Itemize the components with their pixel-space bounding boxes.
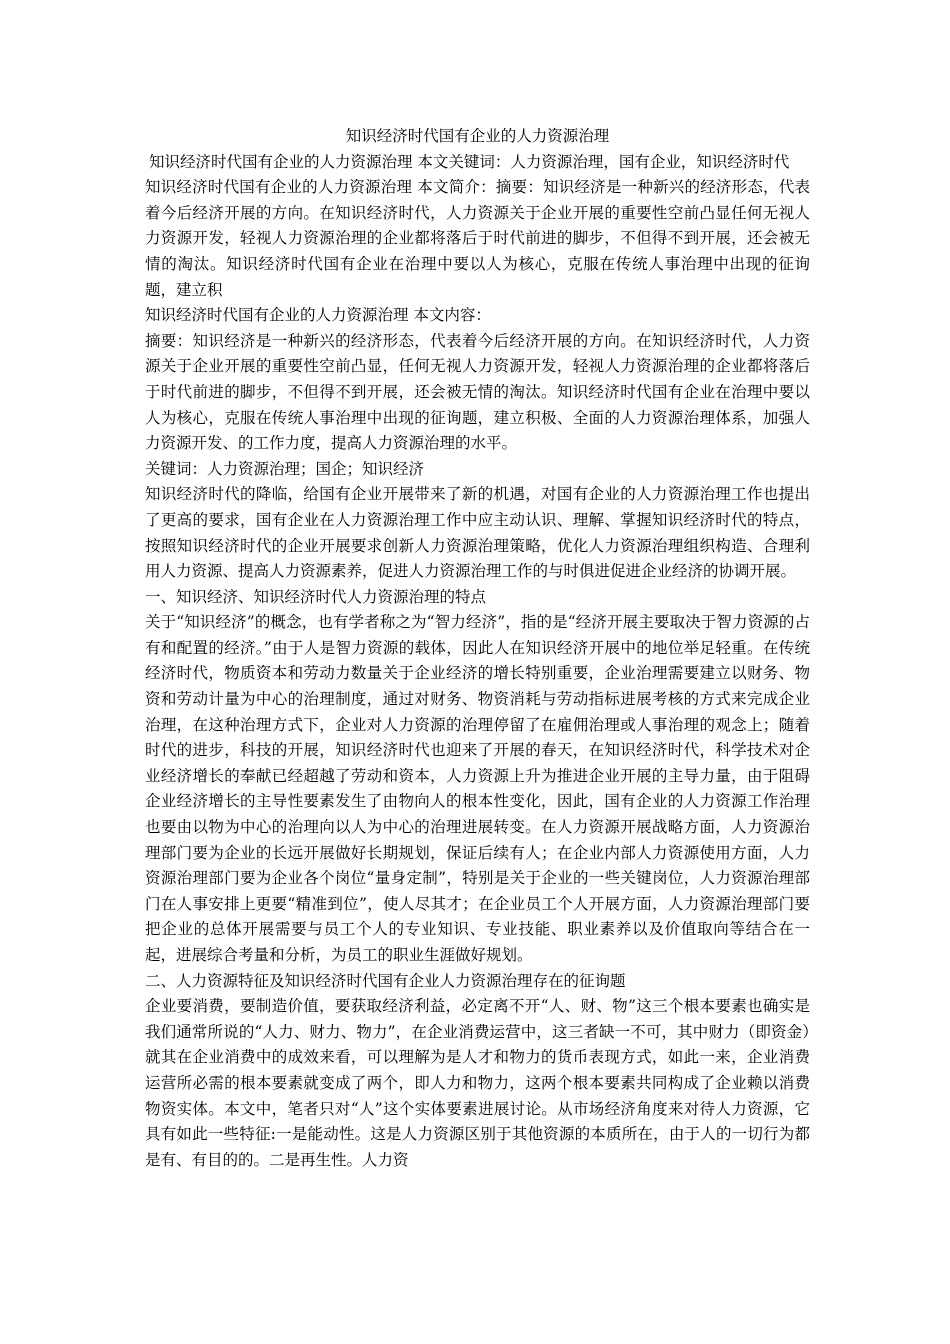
abstract-paragraph: 摘要：知识经济是一种新兴的经济形态，代表着今后经济开展的方向。在知识经济时代，人力资源关于企业开展的重要性空前凸显，任何无视人力资源开发，轻视人力资源治理的企业都将落后于时代前进的脚步，不但得不到开展，还会被无情的淘汰。知识经济时代国有企业在治理中要以人为核心，克服在传统人事治理中出现的征询题，建立积极、全面的人力资源治理体系，加强人力资源开发、的工作力度，提高人力资源治理的水平。 <box>145 331 810 453</box>
summary-paragraph: 知识经济时代国有企业的人力资源治理 本文简介：摘要：知识经济是一种新兴的经济形态，代表着今后经济开展的方向。在知识经济时代，人力资源关于企业开展的重要性空前凸显任何无视人力资源开发，轻视人力资源治理的企业都将落后于时代前进的脚步，不但得不到开展，还会被无情的淘汰。知识经济时代国有企业在治理中要以人为核心，克服在传统人事治理中出现的征询题，建立积 <box>145 178 810 299</box>
section-2-paragraph: 企业要消费，要制造价值，要获取经济利益，必定离不开“人、财、物”这三个根本要素也确实是我们通常所说的“人力、财力、物力”，在企业消费运营中，这三者缺一不可，其中财力（即资金）就其在企业消费中的成效来看，可以理解为是人才和物力的货币表现方式，如此一来，企业消费运营所必需的根本要素就变成了两个，即人力和物力，这两个根本要素共同构成了企业赖以消费物资实体。本文中，笔者只对“人”这个实体要素进展讨论。从市场经济角度来对待人力资源，它具有如此一些特征:一是能动性。这是人力资源区别于其他资源的本质所在，由于人的一切行为都是有、有目的的。二是再生性。人力资 <box>145 997 810 1169</box>
keywords-line: 关键词：人力资源治理；国企；知识经济 <box>145 459 425 478</box>
section-heading-1: 一、知识经济、知识经济时代人力资源治理的特点 <box>145 587 487 606</box>
content-heading: 知识经济时代国有企业的人力资源治理 本文内容： <box>145 306 491 325</box>
section-heading-2: 二、人力资源特征及知识经济时代国有企业人力资源治理存在的征询题 <box>145 971 626 990</box>
document-title: 知识经济时代国有企业的人力资源治理 <box>345 127 610 145</box>
document-page <box>145 124 810 1173</box>
section-1-paragraph: 关于“知识经济”的概念，也有学者称之为“智力经济”，指的是“经济开展主要取决于智力资源的占有和配置的经济。”由于人是智力资源的载体，因此人在知识经济开展中的地位举足轻重。在传统经济时代，物质资本和劳动力数量关于企业经济的增长特别重要，企业治理需要建立以财务、物资和劳动计量为中心的治理制度，通过对财务、物资消耗与劳动指标进展考核的方式来完成企业治理，在这种治理方式下，企业对人力资源的治理停留了在雇佣治理或人事治理的观念上；随着时代的进步，科技的开展，知识经济时代也迎来了开展的春天，在知识经济时代，科学技术对企业经济增长的奉献已经超越了劳动和资本，人力资源上升为推进企业开展的主导力量，由于阻碍企业经济增长的主导性要素发生了由物向人的根本性变化，因此，国有企业的人力资源工作治理也要由以物为中心的治理向以人为中心的治理进展转变。在人力资源开展战略方面，人力资源治理部门要为企业的长远开展做好长期规划，保证后续有人；在企业内部人力资源使用方面，人力资源治理部门要为企业各个岗位“量身定制”，特别是关于企业的一些关键岗位，人力资源治理部门在人事安排上更要“精准到位”，使人尽其才；在企业员工个人开展方面，人力资源治理部门要把企业的总体开展需要与员工个人的专业知识、专业技能、职业素养以及价值取向等结合在一起，进展综合考量和分析，为员工的职业生涯做好规划。 <box>145 613 810 964</box>
intro-paragraph: 知识经济时代的降临，给国有企业开展带来了新的机遇，对国有企业的人力资源治理工作也提出了更高的要求，国有企业在人力资源治理工作中应主动认识、理解、掌握知识经济时代的特点，按照知识经济时代的企业开展要求创新人力资源治理策略，优化人力资源治理组织构造、合理利用人力资源、提高人力资源素养，促进人力资源治理工作的与时俱进促进企业经济的协调开展。 <box>145 485 810 581</box>
keywords-paragraph: 知识经济时代国有企业的人力资源治理 本文关键词：人力资源治理，国有企业，知识经济时代 <box>149 152 790 171</box>
